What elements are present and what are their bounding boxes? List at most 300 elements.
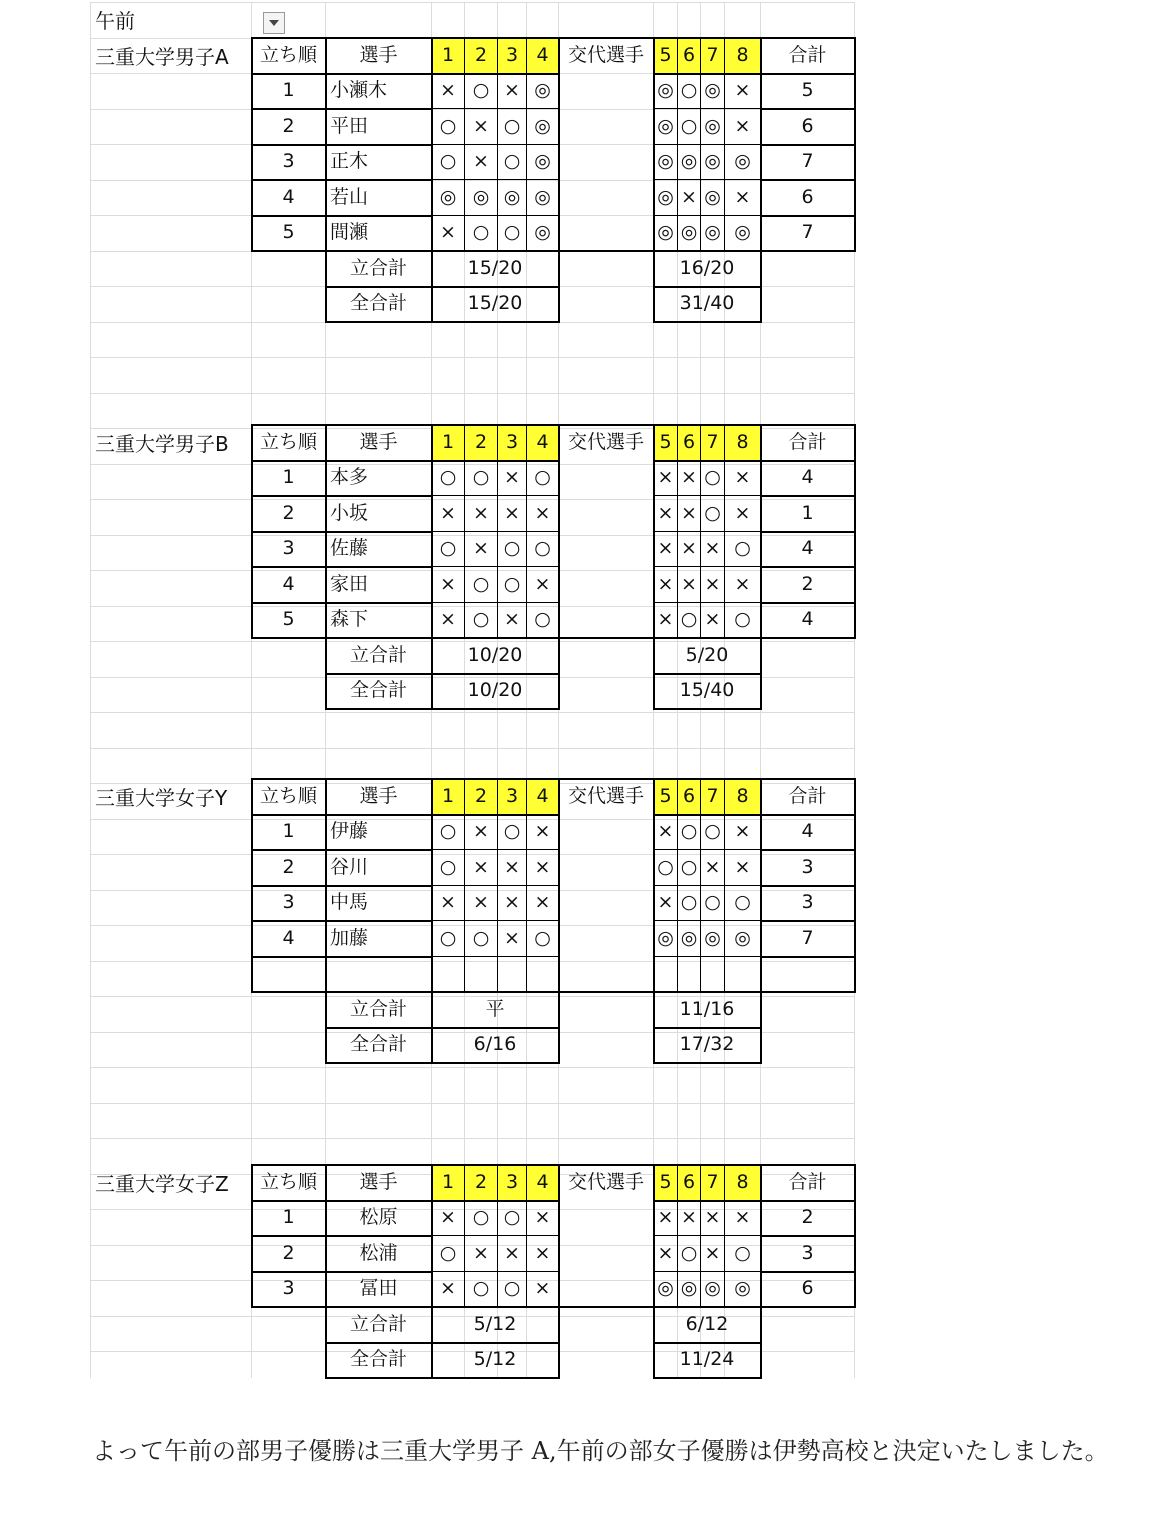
- row-total: 7: [801, 150, 814, 173]
- stand-total-second: 16/20: [679, 256, 735, 279]
- header-round-8: 8: [725, 779, 760, 814]
- result-mark: ×: [504, 466, 520, 489]
- stand-total-label: 立合計: [349, 643, 407, 666]
- substitute-cell: [559, 850, 653, 885]
- table-border: [325, 1164, 327, 1308]
- stand-total-label: 立合計: [349, 256, 407, 279]
- table-border: [431, 1235, 559, 1236]
- header-round-3: 3: [498, 425, 526, 460]
- table-border: [325, 991, 327, 1064]
- table-border: [854, 778, 856, 993]
- overall-total-first: 10/20: [467, 679, 523, 702]
- table-border: [760, 179, 856, 181]
- table-border: [653, 1062, 762, 1064]
- result-mark: ×: [681, 1206, 697, 1229]
- result-mark: ○: [734, 537, 751, 560]
- table-border: [251, 602, 433, 604]
- result-mark: ○: [657, 855, 674, 878]
- table-border: [653, 531, 761, 532]
- table-border: [854, 424, 856, 639]
- row-total: 5: [801, 79, 814, 102]
- row-total: 2: [801, 1206, 814, 1229]
- header-round-7: 7: [701, 38, 724, 73]
- result-mark: ×: [473, 150, 489, 173]
- player-name: 加藤: [330, 926, 369, 949]
- result-mark: ○: [472, 221, 490, 244]
- substitute-cell: [559, 1236, 653, 1271]
- table-border: [431, 424, 433, 639]
- result-mark: [527, 957, 558, 992]
- result-mark: ○: [439, 855, 457, 878]
- result-mark: ×: [534, 572, 551, 595]
- result-mark: ◎: [704, 114, 721, 137]
- table-border: [653, 1200, 762, 1202]
- header-round-7: 7: [701, 1165, 724, 1200]
- order-cell: 2: [282, 501, 295, 524]
- table-border: [431, 885, 559, 886]
- result-mark: ◎: [680, 221, 698, 244]
- table-border: [325, 708, 560, 710]
- result-mark: ◎: [657, 114, 674, 137]
- result-mark: ◎: [657, 185, 674, 208]
- table-border: [700, 424, 701, 638]
- table-border: [760, 814, 856, 816]
- table-border: [251, 1235, 433, 1237]
- table-border: [251, 849, 433, 851]
- result-mark: ×: [657, 537, 674, 560]
- header-round-7: 7: [701, 779, 724, 814]
- result-mark: ×: [504, 79, 520, 102]
- table-border: [431, 73, 560, 75]
- table-border: [653, 602, 761, 603]
- table-border: [464, 424, 465, 638]
- header-order: 立ち順: [259, 784, 317, 807]
- result-mark: ×: [734, 820, 751, 843]
- table-border: [526, 1164, 527, 1307]
- table-border: [760, 920, 856, 922]
- result-mark: ×: [681, 537, 697, 560]
- table-border: [325, 1306, 327, 1379]
- table-border: [431, 956, 559, 957]
- order-cell: 5: [282, 608, 295, 631]
- table-border: [251, 424, 253, 639]
- table-border: [526, 424, 527, 638]
- result-mark: ◎: [704, 221, 721, 244]
- table-border: [760, 566, 856, 568]
- order-cell: 5: [282, 221, 295, 244]
- result-mark: ×: [504, 608, 520, 631]
- table-border: [760, 531, 856, 533]
- header-round-3: 3: [498, 779, 526, 814]
- row-total: 7: [801, 221, 814, 244]
- header-order: 立ち順: [259, 1170, 317, 1193]
- result-mark: ×: [681, 466, 697, 489]
- conclusion-text: よって午前の部男子優勝は三重大学男子 A,午前の部女子優勝は伊勢高校と決定いたしました。: [92, 1437, 1109, 1465]
- player-name: 平田: [330, 114, 369, 137]
- result-mark: ×: [534, 820, 551, 843]
- table-border: [653, 778, 655, 993]
- result-mark: ○: [704, 501, 721, 524]
- result-mark: ○: [503, 221, 521, 244]
- order-cell: 4: [282, 926, 295, 949]
- stand-total-second: 6/12: [685, 1312, 729, 1335]
- header-order: 立ち順: [259, 430, 317, 453]
- table-border: [526, 778, 527, 992]
- overall-total-second: 15/40: [679, 679, 735, 702]
- result-mark: ○: [503, 1277, 521, 1300]
- table-border: [325, 1306, 560, 1308]
- table-border: [431, 814, 560, 816]
- order-cell: [252, 957, 325, 992]
- table-border: [325, 1027, 560, 1029]
- gridline: [90, 357, 854, 358]
- substitute-cell: [559, 496, 653, 531]
- table-border: [558, 250, 560, 323]
- result-mark: ○: [680, 855, 698, 878]
- result-mark: ×: [657, 572, 674, 595]
- table-border: [251, 1164, 856, 1166]
- header-round-7: 7: [701, 425, 724, 460]
- result-mark: ○: [734, 891, 751, 914]
- table-border: [251, 885, 433, 887]
- table-border: [653, 673, 762, 675]
- table-border: [497, 1164, 498, 1307]
- result-mark: ○: [680, 608, 698, 631]
- result-mark: ×: [440, 572, 456, 595]
- team-name: 三重大学男子A: [95, 44, 229, 69]
- table-border: [325, 637, 560, 639]
- result-mark: ×: [704, 1206, 721, 1229]
- result-mark: ×: [734, 114, 751, 137]
- player-name: 森下: [330, 608, 369, 631]
- result-mark: ×: [504, 501, 520, 524]
- result-mark: ×: [534, 501, 551, 524]
- result-mark: ×: [504, 855, 520, 878]
- header-round-4: 4: [527, 1165, 558, 1200]
- table-border: [653, 144, 761, 145]
- result-mark: [701, 957, 724, 992]
- table-border: [653, 73, 762, 75]
- table-border: [431, 1271, 559, 1272]
- result-mark: ◎: [734, 150, 751, 173]
- order-cell: 3: [282, 891, 295, 914]
- result-mark: ○: [704, 466, 721, 489]
- table-border: [653, 885, 761, 886]
- table-border: [325, 673, 560, 675]
- player-name: 冨田: [359, 1277, 398, 1300]
- result-mark: ×: [473, 537, 489, 560]
- table-border: [760, 849, 856, 851]
- player-name: [326, 957, 431, 992]
- result-mark: ◎: [680, 926, 698, 949]
- table-border: [854, 37, 856, 252]
- table-border: [700, 778, 701, 992]
- table-border: [760, 424, 762, 639]
- substitute-cell: [559, 180, 653, 215]
- result-mark: ×: [704, 537, 721, 560]
- result-mark: ◎: [734, 221, 751, 244]
- overall-total-label: 全合計: [349, 1033, 407, 1056]
- table-border: [653, 956, 761, 957]
- stand-total-second: 11/16: [679, 997, 735, 1020]
- result-mark: ○: [472, 572, 490, 595]
- table-border: [251, 814, 433, 816]
- table-border: [760, 37, 762, 252]
- result-mark: ×: [734, 572, 751, 595]
- header-order: 立ち順: [259, 43, 317, 66]
- order-cell: 1: [282, 79, 295, 102]
- result-mark: ◎: [534, 221, 551, 244]
- table-border: [431, 250, 433, 323]
- result-mark: ○: [680, 1241, 698, 1264]
- result-mark: ×: [734, 1206, 751, 1229]
- result-mark: ×: [440, 891, 456, 914]
- table-border: [431, 531, 559, 532]
- header-substitute: 交代選手: [567, 43, 644, 66]
- result-mark: ○: [704, 820, 721, 843]
- header-player: 選手: [359, 43, 398, 66]
- result-mark: ◎: [704, 1277, 721, 1300]
- table-border: [760, 1306, 762, 1379]
- table-border: [760, 956, 856, 958]
- header-round-2: 2: [465, 1165, 497, 1200]
- result-mark: ×: [534, 855, 551, 878]
- result-mark: ×: [440, 1277, 456, 1300]
- table-border: [653, 637, 655, 710]
- table-border: [760, 1235, 856, 1237]
- gridline: [90, 1138, 854, 1139]
- overall-total-second: 11/24: [679, 1348, 735, 1371]
- header-player: 選手: [359, 1170, 398, 1193]
- result-mark: ○: [534, 537, 551, 560]
- team-name: 三重大学女子Y: [95, 785, 228, 810]
- table-border: [431, 1200, 560, 1202]
- table-border: [431, 460, 560, 462]
- row-total: 6: [801, 185, 814, 208]
- gridline: [90, 393, 854, 394]
- result-mark: ◎: [704, 150, 721, 173]
- result-mark: ×: [473, 1241, 489, 1264]
- header-total: 合計: [788, 43, 827, 66]
- table-border: [760, 144, 856, 146]
- player-name: 小坂: [330, 501, 369, 524]
- table-border: [653, 849, 761, 850]
- header-round-2: 2: [465, 425, 497, 460]
- table-border: [251, 215, 433, 217]
- header-round-1: 1: [432, 425, 464, 460]
- table-border: [558, 637, 560, 710]
- stand-total-first: 10/20: [467, 643, 523, 666]
- row-total: 6: [801, 1277, 814, 1300]
- result-mark: ◎: [680, 1277, 698, 1300]
- table-border: [760, 885, 856, 887]
- table-border: [760, 991, 762, 1064]
- player-name: 本多: [330, 466, 369, 489]
- result-mark: ◎: [734, 1277, 751, 1300]
- substitute-cell: [559, 567, 653, 602]
- header-round-5: 5: [654, 38, 677, 73]
- header-total: 合計: [788, 784, 827, 807]
- table-border: [653, 108, 761, 109]
- gridline: [90, 748, 854, 749]
- table-border: [724, 37, 725, 251]
- result-mark: ×: [473, 820, 489, 843]
- result-mark: ×: [504, 1241, 520, 1264]
- header-total: 合計: [788, 1170, 827, 1193]
- order-cell: 3: [282, 1277, 295, 1300]
- order-cell: 2: [282, 114, 295, 137]
- result-mark: ◎: [657, 79, 674, 102]
- table-border: [251, 1200, 433, 1202]
- result-mark: ○: [472, 608, 490, 631]
- substitute-cell: [559, 921, 653, 956]
- result-mark: [654, 957, 677, 992]
- gridline: [90, 712, 854, 713]
- header-round-1: 1: [432, 38, 464, 73]
- result-mark: ×: [534, 1277, 551, 1300]
- result-mark: ○: [503, 820, 521, 843]
- result-mark: ×: [681, 572, 697, 595]
- substitute-cell: [559, 145, 653, 180]
- result-mark: ◎: [534, 114, 551, 137]
- table-border: [251, 460, 433, 462]
- table-border: [431, 778, 433, 993]
- table-border: [653, 991, 655, 1064]
- result-mark: ×: [534, 891, 551, 914]
- result-mark: ○: [734, 608, 751, 631]
- table-border: [760, 73, 856, 75]
- player-name: 伊藤: [330, 820, 369, 843]
- table-border: [431, 991, 433, 1064]
- section-label: 午前: [95, 8, 135, 33]
- header-round-2: 2: [465, 38, 497, 73]
- table-border: [431, 602, 559, 603]
- stand-total-second: 5/20: [685, 643, 729, 666]
- result-mark: ×: [440, 608, 456, 631]
- substitute-cell: [559, 532, 653, 567]
- player-name: 佐藤: [330, 537, 369, 560]
- header-round-4: 4: [527, 38, 558, 73]
- table-border: [251, 566, 433, 568]
- result-mark: ○: [680, 114, 698, 137]
- table-border: [325, 250, 327, 323]
- substitute-cell: [559, 109, 653, 144]
- table-border: [431, 566, 559, 567]
- row-total: 2: [801, 572, 814, 595]
- result-mark: ×: [657, 1206, 674, 1229]
- table-border: [251, 531, 433, 533]
- table-border: [653, 321, 762, 323]
- table-border: [431, 495, 559, 496]
- table-border: [558, 37, 560, 252]
- table-border: [653, 920, 761, 921]
- substitute-cell: [559, 957, 653, 992]
- header-round-5: 5: [654, 779, 677, 814]
- result-mark: ×: [534, 1241, 551, 1264]
- table-border: [558, 424, 560, 639]
- overall-total-first: 6/16: [473, 1033, 517, 1056]
- result-mark: ◎: [534, 150, 551, 173]
- table-border: [431, 920, 559, 921]
- result-mark: ◎: [704, 79, 721, 102]
- result-mark: ×: [657, 466, 674, 489]
- result-mark: ◎: [534, 79, 551, 102]
- substitute-cell: [559, 216, 653, 251]
- overall-total-first: 5/12: [473, 1348, 517, 1371]
- table-border: [760, 215, 856, 217]
- table-border: [558, 778, 560, 993]
- table-border: [653, 637, 762, 639]
- result-mark: ×: [657, 891, 674, 914]
- table-border: [760, 637, 762, 710]
- team-name: 三重大学女子Z: [95, 1171, 229, 1196]
- result-mark: ○: [472, 1277, 490, 1300]
- stand-total-label: 立合計: [349, 1312, 407, 1335]
- table-border: [653, 1342, 762, 1344]
- result-mark: ×: [440, 221, 456, 244]
- table-border: [677, 37, 678, 251]
- row-total: 3: [801, 891, 814, 914]
- table-border: [653, 250, 655, 323]
- order-cell: 3: [282, 537, 295, 560]
- result-mark: ×: [734, 466, 751, 489]
- table-border: [431, 1306, 433, 1379]
- table-border: [653, 495, 761, 496]
- result-mark: ○: [439, 820, 457, 843]
- row-total: 3: [801, 1241, 814, 1264]
- substitute-cell: [559, 886, 653, 921]
- table-border: [251, 37, 253, 252]
- table-border: [653, 37, 655, 252]
- table-border: [653, 1027, 762, 1029]
- filter-dropdown-button[interactable]: [263, 12, 285, 34]
- team-name: 三重大学男子B: [95, 431, 229, 456]
- stand-total-first: 5/12: [473, 1312, 517, 1335]
- table-border: [760, 778, 762, 993]
- table-border: [760, 495, 856, 497]
- table-border: [251, 778, 253, 993]
- table-border: [653, 1235, 761, 1236]
- row-total: 6: [801, 114, 814, 137]
- result-mark: ×: [704, 572, 721, 595]
- table-border: [677, 424, 678, 638]
- result-mark: ×: [657, 820, 674, 843]
- substitute-cell: [559, 461, 653, 496]
- result-mark: ○: [439, 150, 457, 173]
- result-mark: ○: [503, 1206, 521, 1229]
- table-border: [251, 424, 856, 426]
- result-mark: ○: [503, 114, 521, 137]
- result-mark: ◎: [503, 185, 521, 208]
- result-mark: ×: [440, 1206, 456, 1229]
- player-name: 松浦: [359, 1241, 398, 1264]
- result-mark: ◎: [439, 185, 457, 208]
- table-border: [653, 424, 655, 639]
- table-border: [653, 460, 762, 462]
- table-border: [760, 460, 856, 462]
- table-border: [325, 778, 327, 993]
- gridline: [90, 1067, 854, 1068]
- result-mark: [678, 957, 700, 992]
- table-border: [251, 179, 433, 181]
- table-border: [677, 778, 678, 992]
- result-mark: ×: [657, 1241, 674, 1264]
- table-border: [653, 286, 762, 288]
- result-mark: ×: [734, 501, 751, 524]
- result-mark: ○: [503, 537, 521, 560]
- result-mark: ×: [473, 855, 489, 878]
- result-mark: ×: [704, 855, 721, 878]
